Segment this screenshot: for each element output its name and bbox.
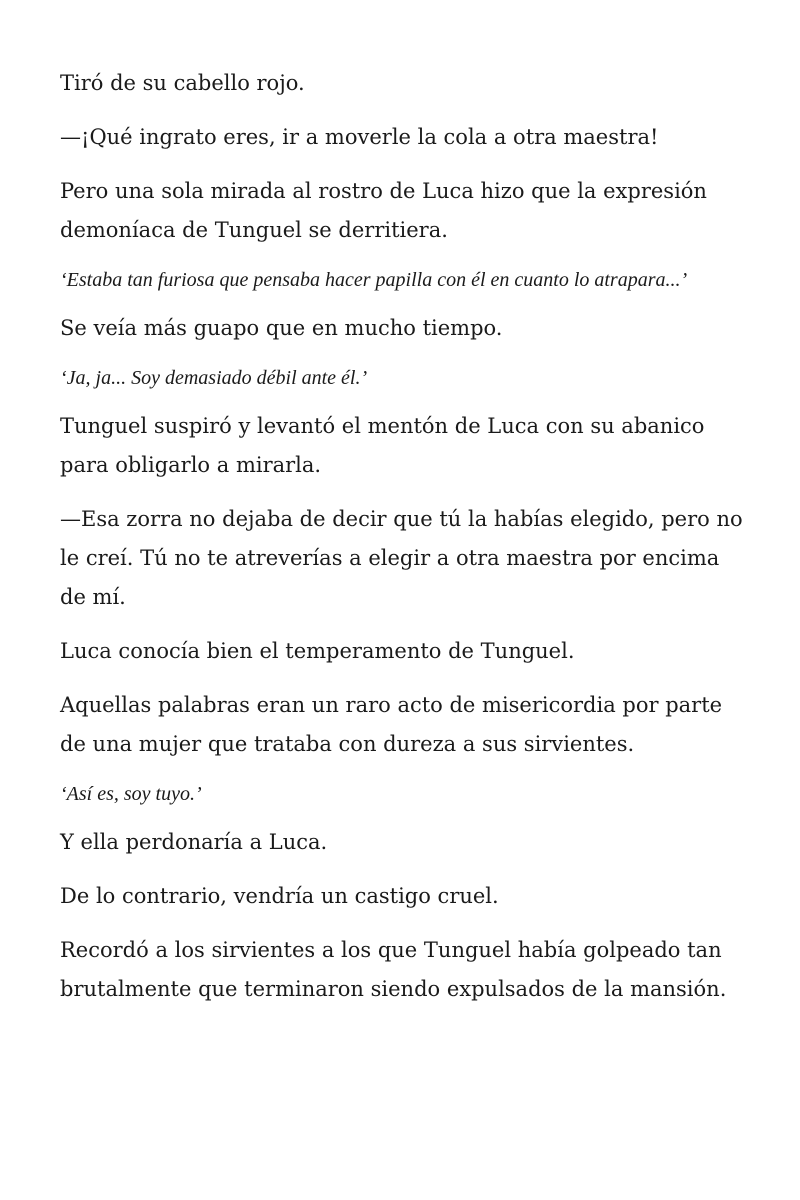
paragraph: Recordó a los sirvientes a los que Tunguel había golpeado tan brutalmente que terminaron siendo expulsados de la mansión. [60,938,727,1001]
paragraph: De lo contrario, vendría un castigo cruel. [60,884,499,908]
paragraph: Tunguel suspiró y levantó el mentón de Luca con su abanico para obligarlo a mirarla. [60,414,705,477]
inner-thought: ‘Estaba tan furiosa que pensaba hacer papilla con él en cuanto lo atrapara...’ [60,269,688,291]
document-page [60,64,750,1024]
inner-thought: ‘Ja, ja... Soy demasiado débil ante él.’ [60,367,368,389]
dialogue-paragraph: —¡Qué ingrato eres, ir a moverle la cola a otra maestra! [60,125,659,149]
paragraph: Aquellas palabras eran un raro acto de misericordia por parte de una mujer que trataba con dureza a sus sirvientes. [60,693,723,756]
paragraph: Se veía más guapo que en mucho tiempo. [60,316,503,340]
inner-thought: ‘Así es, soy tuyo.’ [60,783,202,805]
paragraph: Luca conocía bien el temperamento de Tunguel. [60,639,575,663]
dialogue-paragraph: —Esa zorra no dejaba de decir que tú la habías elegido, pero no le creí. Tú no te atreverías a elegir a otra maestra por encima de mí. [60,507,743,609]
paragraph: Pero una sola mirada al rostro de Luca hizo que la expresión demoníaca de Tunguel se derritiera. [60,179,707,242]
paragraph: Y ella perdonaría a Luca. [60,830,328,854]
paragraph: Tiró de su cabello rojo. [60,71,305,95]
